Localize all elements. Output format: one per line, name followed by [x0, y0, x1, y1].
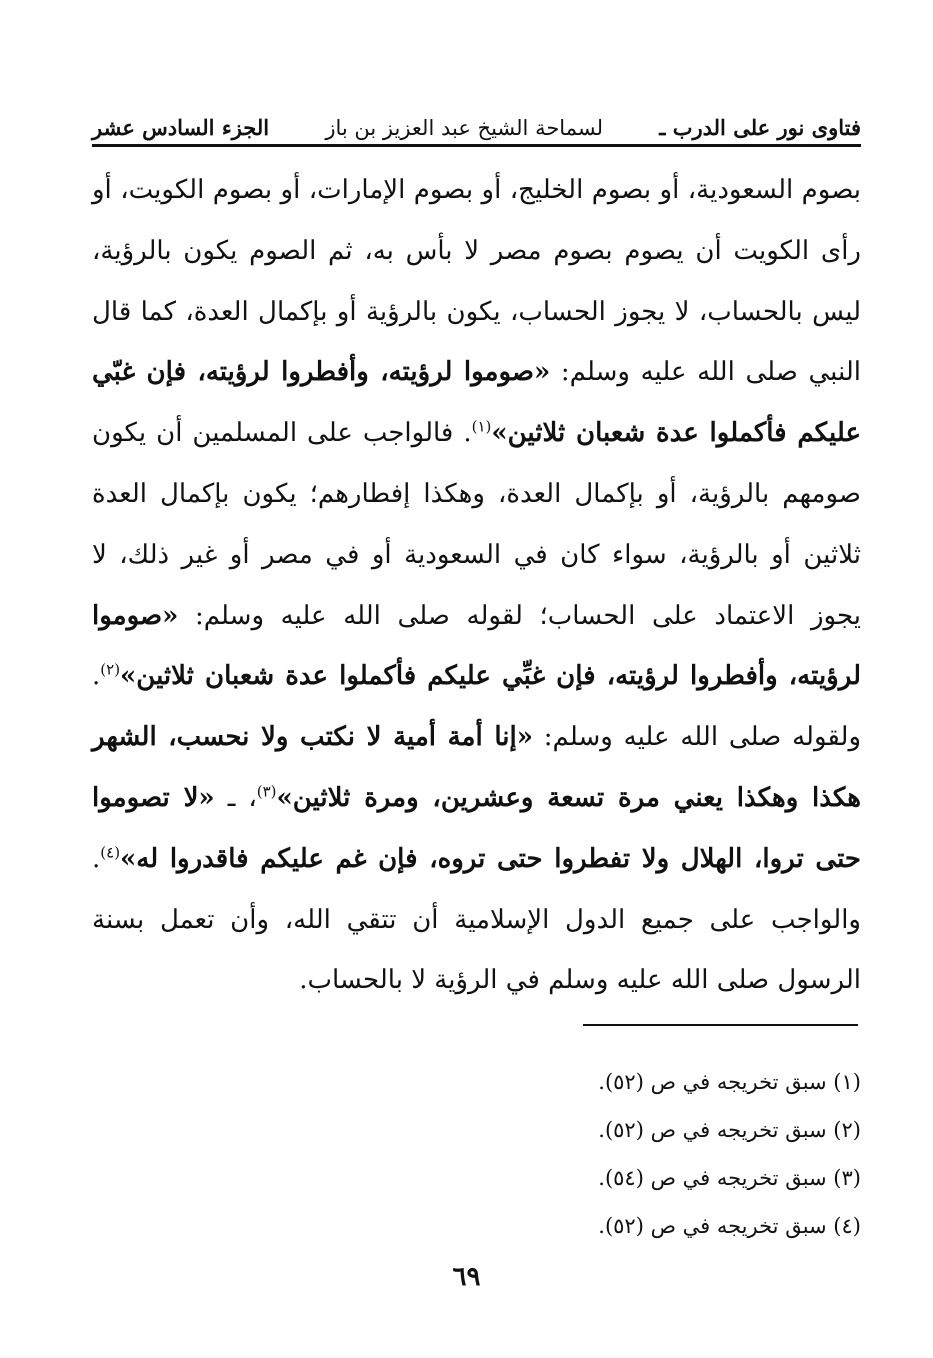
body-segment: . والواجب على جميع الدول الإسلامية أن تتقي الله، وأن تعمل بسنة الرسول صلى الله عليه وسلم في الرؤية لا بالحساب. — [92, 843, 861, 996]
footnote-item: (٢) سبق تخريجه في ص (٥٢). — [598, 1118, 861, 1142]
hadith-quote: «صوموا لرؤيته، وأفطروا لرؤيته، فإن غبّي عليكم فأكملوا عدة شعبان ثلاثين» — [92, 357, 861, 449]
footnote-item: (٤) سبق تخريجه في ص (٥٢). — [598, 1214, 861, 1238]
body-segment: بصوم السعودية، أو بصوم الخليج، أو بصوم الإمارات، أو بصوم الكويت، أو رأى الكويت أن يصوم بصوم مصر لا بأس به، ثم الصوم يكون بالرؤية، ليس بالحساب، لا يجوز الحساب، يكون بالرؤية أو بإكمال العدة، كما قال النبي صلى الله عليه وسلم: — [92, 175, 861, 388]
running-header — [92, 96, 861, 147]
author-name: لسماحة الشيخ عبد العزيز بن باز — [325, 116, 603, 140]
book-title: فتاوى نور على الدرب ـ — [659, 115, 861, 140]
volume-part: الجزء السادس عشر — [92, 115, 270, 140]
footnotes-list — [400, 1058, 861, 1250]
fatwa-body-text — [92, 160, 861, 1011]
footnote-divider — [583, 1024, 858, 1026]
hadith-quote: «إنا أمة أمية لا نكتب ولا نحسب، الشهر هكذا وهكذا يعني مرة تسعة وعشرين، ومرة ثلاثين» — [92, 722, 861, 813]
body-segment: . فالواجب على المسلمين أن يكون صومهم بالرؤية، أو بإكمال العدة، وهكذا إفطارهم؛ يكون بإكمال العدة ثلاثين أو بالرؤية، سواء كان في السعودية أو في مصر أو غير ذلك، لا يجوز الاعتماد على الحساب؛ لقوله صلى الله عليه وسلم: — [92, 418, 861, 631]
footnote-ref: (٢) — [100, 660, 121, 679]
body-segment: . ولقوله صلى الله عليه وسلم: — [92, 661, 861, 753]
page-number: ٦٩ — [452, 1262, 481, 1292]
hadith-quote: «لا تصوموا حتى تروا، الهلال ولا تفطروا حتى تروه، فإن غم عليكم فاقدروا له» — [92, 782, 861, 874]
footnote-item: (٣) سبق تخريجه في ص (٥٤). — [598, 1166, 861, 1190]
footnote-ref: (٤) — [100, 843, 121, 862]
footnote-item: (١) سبق تخريجه في ص (٥٢). — [598, 1070, 861, 1094]
body-segment: ، ـ — [214, 782, 257, 813]
footnote-ref: (١) — [471, 417, 492, 436]
footnote-ref: (٣) — [256, 782, 277, 801]
hadith-quote: «صوموا لرؤيته، وأفطروا لرؤيته، فإن غبِّي عليكم فأكملوا عدة شعبان ثلاثين» — [92, 600, 861, 692]
